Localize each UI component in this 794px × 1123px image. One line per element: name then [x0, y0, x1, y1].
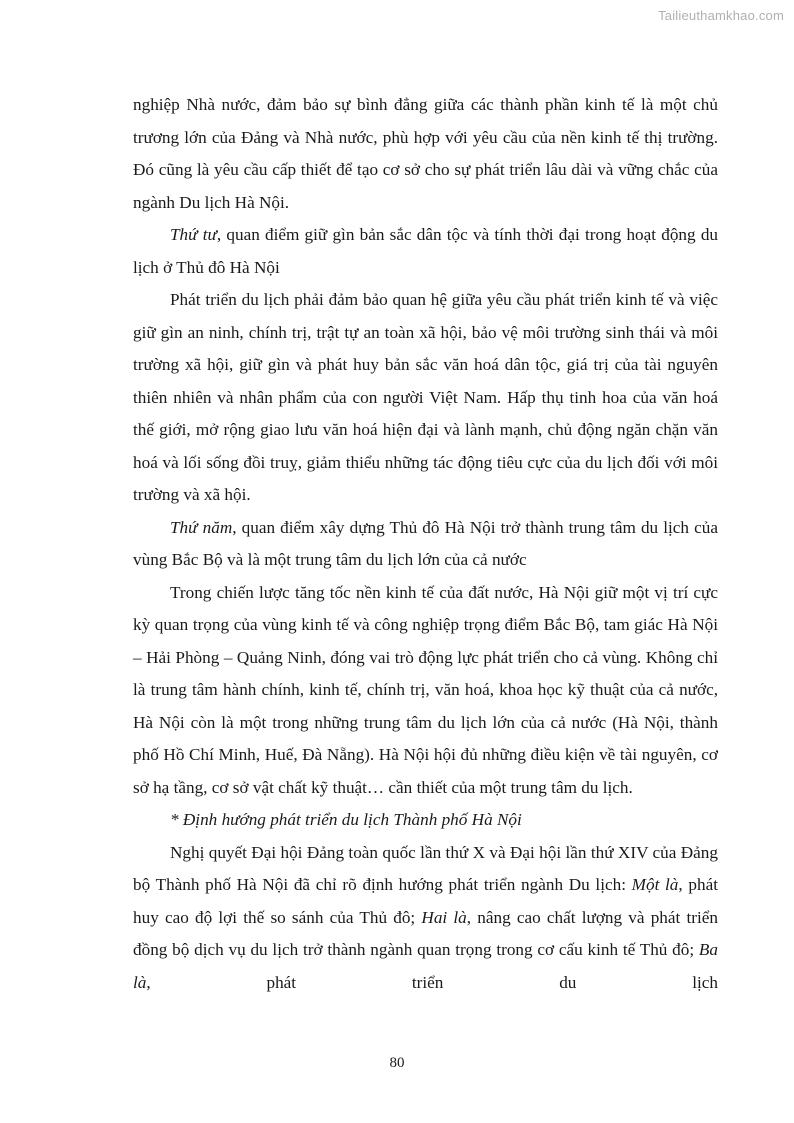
page-body: [133, 89, 718, 999]
paragraph-continuation: nghiệp Nhà nước, đảm bảo sự bình đẳng giữa các thành phần kinh tế là một chủ trương lớn của Đảng và Nhà nước, phù hợp với yêu cầu của nền kinh tế thị trường. Đó cũng là yêu cầu cấp thiết để tạo cơ sở cho sự phát triển lâu dài và vững chắc của ngành Du lịch Hà Nội.: [133, 95, 718, 212]
point-four-text: , quan điểm giữ gìn bản sắc dân tộc và tính thời đại trong hoạt động du lịch ở Thủ đô Hà Nội: [133, 225, 719, 277]
resolution-text-1: Nghị quyết Đại hội Đảng toàn quốc lần thứ X và Đại hội lần thứ XIV của Đảng bộ Thành phố Hà Nội đã chỉ rõ định hướng phát triển ngành Du lịch:: [133, 842, 718, 894]
watermark: Tailieuthamkhao.com: [658, 8, 784, 23]
resolution-two: Hai là: [421, 907, 467, 927]
paragraph-point-five: [133, 512, 718, 577]
resolution-text-4: , phát triển du lịch: [146, 972, 718, 992]
resolution-three: Ba là: [133, 940, 718, 992]
point-four-lead: Thứ tư: [170, 225, 217, 244]
section-heading: * Định hướng phát triển du lịch Thành phố Hà Nội: [170, 810, 522, 829]
resolution-text-3: , nâng cao chất lượng và phát triển đồng bộ dịch vụ du lịch trở thành ngành quan trọng trong cơ cấu kinh tế Thủ đô;: [133, 907, 719, 959]
resolution-one: Một là: [631, 875, 679, 894]
paragraph-point-four: [133, 219, 718, 284]
resolution-text-2: , phát huy cao độ lợi thế so sánh của Thủ đô;: [133, 875, 718, 927]
paragraph-resolution: [133, 837, 718, 1000]
point-five-lead: Thứ năm: [170, 517, 233, 537]
paragraph-development: Phát triển du lịch phải đảm bảo quan hệ giữa yêu cầu phát triển kinh tế và việc giữ gìn an ninh, chính trị, trật tự an toàn xã hội, bảo vệ môi trường sinh thái và môi trường xã hội, giữ gìn và phát huy bản sắc văn hoá dân tộc, giá trị của tài nguyên thiên nhiên và nhân phẩm của con người Việt Nam. Hấp thụ tinh hoa của văn hoá thế giới, mở rộng giao lưu văn hoá hiện đại và lành mạnh, chủ động ngăn chặn văn hoá và lối sống đồi truỵ, giảm thiểu những tác động tiêu cực của du lịch đối với môi trường và xã hội.: [133, 290, 718, 504]
paragraph-strategy: Trong chiến lược tăng tốc nền kinh tế của đất nước, Hà Nội giữ một vị trí cực kỳ quan trọng của vùng kinh tế và công nghiệp trọng điểm Bắc Bộ, tam giác Hà Nội – Hải Phòng – Quảng Ninh, đóng vai trò động lực phát triển cho cả vùng. Không chỉ là trung tâm hành chính, kinh tế, chính trị, văn hoá, khoa học kỹ thuật của cả nước, Hà Nội còn là một trong những trung tâm du lịch lớn của cả nước (Hà Nội, thành phố Hồ Chí Minh, Huế, Đà Nẵng). Hà Nội hội đủ những điều kiện về tài nguyên, cơ sở hạ tầng, cơ sở vật chất kỹ thuật… cần thiết của một trung tâm du lịch.: [133, 582, 718, 797]
page-number: 80: [389, 1055, 405, 1071]
point-five-text: , quan điểm xây dựng Thủ đô Hà Nội trở thành trung tâm du lịch của vùng Bắc Bộ và là một trung tâm du lịch lớn của cả nước: [133, 517, 718, 569]
